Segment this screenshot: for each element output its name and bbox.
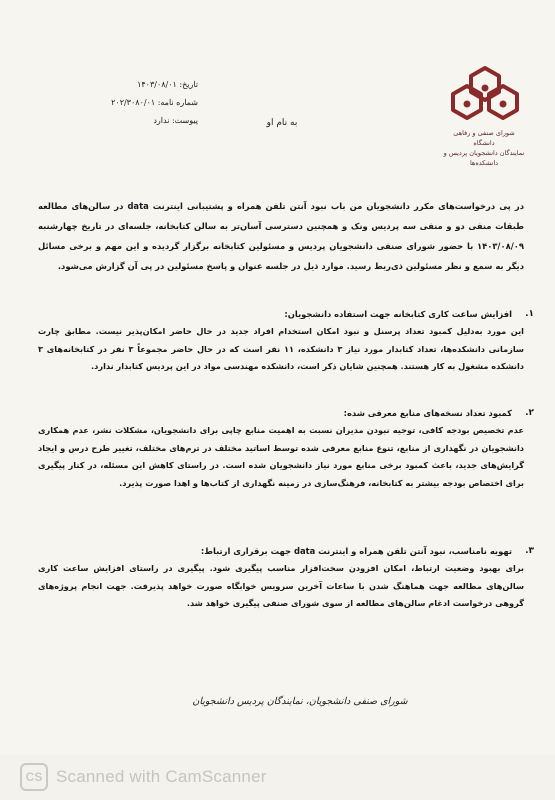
section-title-text: تهویه نامناسب، نبود آنتن تلفن همراه و اینترنت data جهت برقراری ارتباط: xyxy=(200,546,512,556)
letter-date: تاریخ: ۱۴۰۳/۰۸/۰۱ xyxy=(137,80,198,89)
camscanner-logo-icon: CS xyxy=(20,763,48,791)
section-number: ۱. xyxy=(525,309,534,319)
section-title xyxy=(38,305,534,323)
logo-caption-line2: نمایندگان دانشجویان پردیس و دانشکده‌ها xyxy=(443,149,525,167)
bismillah-heading: به نام او xyxy=(266,118,298,128)
council-emblem-icon xyxy=(447,64,523,128)
intro-paragraph: در پی درخواست‌های مکرر دانشجویان من باب نبود آنتن تلفن همراه و پشتیبانی اینترنت data در سالن‌های مطالعه طبقات منفی دو و منفی سه پردیس ونک و همچنین دسترسی آسان‌تر به سالن کتابخانه، جلسه‌ای در تاریخ چهارشنبه ۱۴۰۳/۰۸/۰۹ با حضور شورای صنفی دانشجویان پردیس و مسئولین کتابخانه برگزار گردیده و این مهم و برخی مسائل دیگر به سمع و نظر مسئولین ذی‌ربط رسید. موارد ذیل در جلسه عنوان و پاسخ مسئولین در پی آن گزارش می‌شود. xyxy=(38,201,525,271)
section-body: این مورد به‌دلیل کمبود تعداد پرسنل و نبود امکان استخدام افراد جدید در حال حاضر امکان‌پذیر نیست. مطابق چارت سازمانی دانشکده‌ها، تعداد کتابدار مورد نیاز ۳ دانشکده، ۱۱ نفر است که در حال حاضر مجموعاً ۳ نفر در کتابخانه‌های ۳ دانشکده مشغول به کار هستند. همچنین شایان ذکر است، دانشکده مهندسی مواد در این پردیس کتابدار ندارد. xyxy=(38,326,524,371)
section-body: عدم تخصیص بودجه کافی، توجیه نبودن مدیران نسبت به اهمیت منابع چاپی برای دانشجویان، مشکلات نشر، عدم همکاری دانشجویان در نگهداری از منابع، تنوع منابع معرفی شده توسط اساتید مختلف در ترم‌های مختلف، تغییر طرح درس و ایجاد گرایش‌های جدید، باعث کمبود برخی منابع مورد نیاز دانشجویان شده است. در راستای کاهش این مسئله، در کنار پیگیری برای اختصاص بودجه بیشتر به کتابخانه، فرهنگ‌سازی در زمینه نگهداری از کتاب‌ها و اهدا صورت پذیرد. xyxy=(38,425,524,488)
section-number: ۳. xyxy=(525,546,534,556)
section-body: برای بهبود وضعیت ارتباط، امکان افزودن سخت‌افزار مناسب پیگیری شود. پیگیری در راستای افزایش ساعت کاری سالن‌های مطالعه جهت هماهنگ شدن با ساعات آخرین سرویس خوابگاه صورت خواهد پذیرفت. جهت انجام پروژه‌های گروهی درخواست ادغام سالن‌های مطالعه از سوی شورای صنفی پیگیری خواهد شد. xyxy=(38,563,524,608)
section-title-text: کمبود تعداد نسخه‌های منابع معرفی شده: xyxy=(343,408,512,418)
logo-caption xyxy=(443,128,525,168)
camscanner-watermark xyxy=(0,754,555,800)
signature-line: شورای صنفی دانشجویان، نمایندگان پردیس دانشجویان xyxy=(192,696,408,707)
letter-metadata xyxy=(58,76,198,130)
section-1 xyxy=(38,305,534,376)
section-title xyxy=(38,542,534,560)
logo-caption-line1: شورای صنفی و رفاهی دانشگاه xyxy=(453,129,515,147)
section-2 xyxy=(38,404,534,492)
section-title xyxy=(38,404,534,422)
section-number: ۲. xyxy=(525,408,534,418)
watermark-text: Scanned with CamScanner xyxy=(56,767,267,786)
section-3 xyxy=(38,542,534,613)
letter-number: شماره نامه: ۲۰۲/۳۰۸۰/۰۱ xyxy=(111,98,198,107)
letter-attachment: پیوست: ندارد xyxy=(153,116,198,125)
section-title-text: افزایش ساعت کاری کتابخانه جهت استفاده دانشجویان: xyxy=(284,309,512,319)
